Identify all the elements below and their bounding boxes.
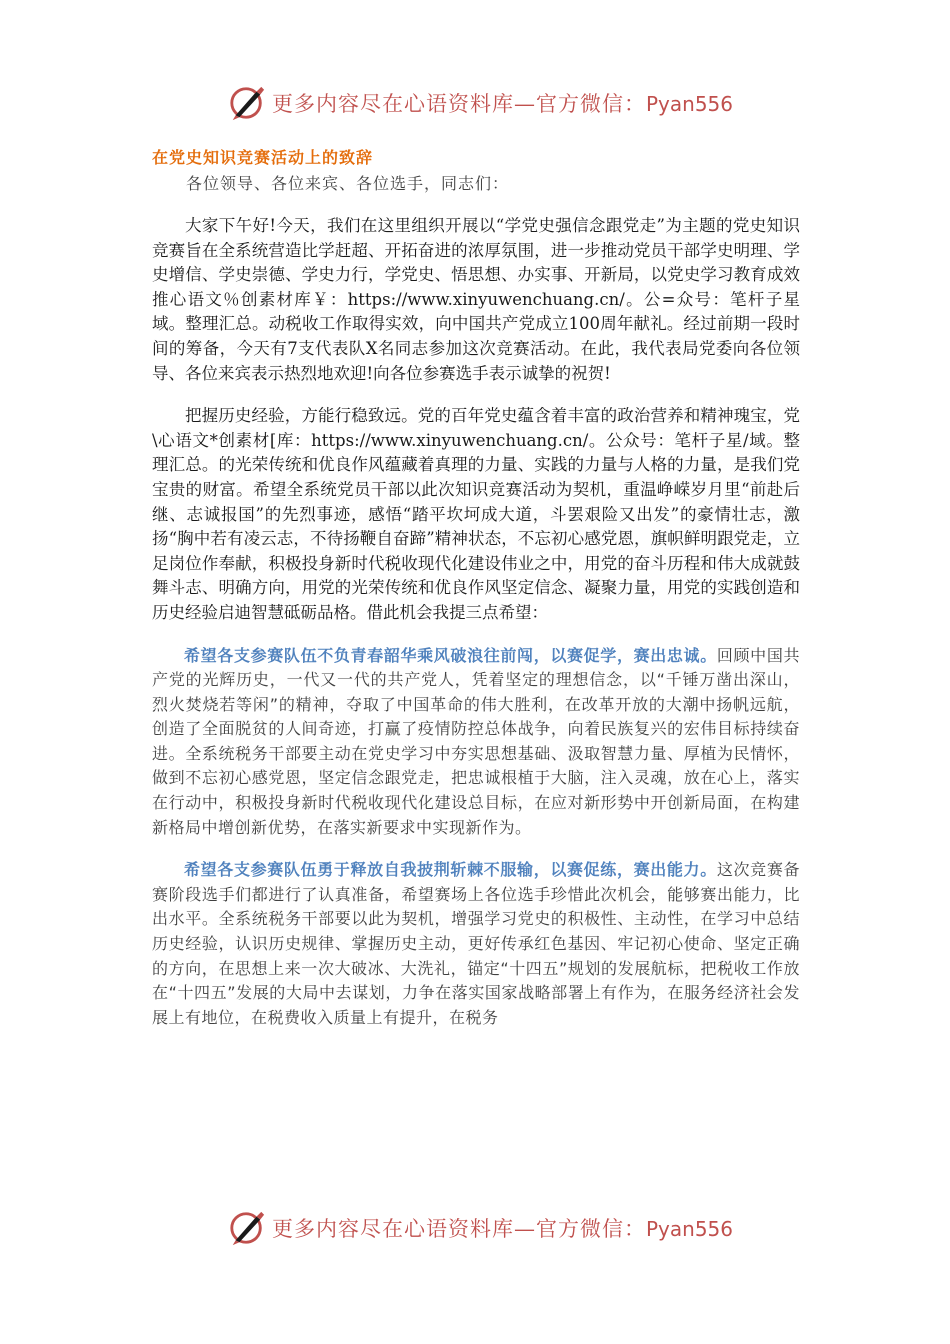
hope-1-body: 回顾中国共产党的光辉历史，一代又一代的共产党人，凭着坚定的理想信念，以“千锤万凿出深山，烈火焚烧若等闲”的精神，夺取了中国革命的伟大胜利，在改革开放的大潮中扬帆远航，创造了全面脱贫的人间奇迹，打赢了疫情防控总体战争，向着民族复兴的宏伟目标持续奋进。全系统税务干部要主动在党史学习中夯实思想基础、汲取智慧力量、厚植为民情怀，做到不忘初心感党恩，坚定信念跟党走，把忠诚根植于大脑，注入灵魂，放在心上，落实在行动中，积极投身新时代税收现代化建设总目标，在应对新形势中开创新局面，在构建新格局中增创新优势，在落实新要求中实现新作为。 xyxy=(152,645,800,837)
greeting: 各位领导、各位来宾、各位选手，同志们： xyxy=(186,174,510,193)
hope-2-body: 这次竞赛备赛阶段选手们都进行了认真准备，希望赛场上各位选手珍惜此次机会，能够赛出能力，比出水平。全系统税务干部要以此为契机，增强学习党史的积极性、主动性，在学习中总结历史经验，认识历史规律、掌握历史主动，更好传承红色基因、牢记初心使命、坚定正确的方向，在思想上来一次大破冰、大洗礼，锚定“十四五”规划的发展航标，把税收工作放在“十四五”发展的大局中去谋划，力争在落实国家战略部署上有作为，在服务经济社会发展上有地位，在税费收入质量上有提升，在税务 xyxy=(152,860,800,1027)
document-title: 在党史知识竞赛活动上的致辞 xyxy=(152,148,374,167)
wechat-id: Pyan556 xyxy=(646,92,734,116)
header-watermark-banner xyxy=(228,83,748,123)
banner-text: 更多内容尽在心语资料库—官方微信：Pyan556 xyxy=(272,1217,734,1241)
document-body xyxy=(152,146,800,1030)
pen-logo-icon xyxy=(228,1209,266,1247)
hope-paragraph-1 xyxy=(152,644,800,841)
paragraph-intro: 大家下午好!今天，我们在这里组织开展以“学党史强信念跟党走”为主题的党史知识竞赛旨在全系统营造比学赶超、开拓奋进的浓厚氛围，进一步推动党员干部学史明理、学史增信、学史崇德、学史力行，学党史、悟思想、办实事、开新局，以党史学习教育成效推心语文％创素材库￥：https://www.xinyuwenchuang.cn/。公=众号：笔杆子星域。整理汇总。动税收工作取得实效，向中国共产党成立100周年献礼。经过前期一段时间的筹备，今天有7支代表队X名同志参加这次竞赛活动。在此，我代表局党委向各位领导、各位来宾表示热烈地欢迎!向各位参赛选手表示诚挚的祝贺! xyxy=(152,216,800,383)
hope-paragraph-2 xyxy=(152,858,800,1030)
banner-text: 更多内容尽在心语资料库—官方微信：Pyan556 xyxy=(272,92,734,116)
hope-2-lead: 希望各支参赛队伍勇于释放自我披荆斩棘不服输，以赛促练，赛出能力。 xyxy=(184,860,717,880)
hope-1-lead: 希望各支参赛队伍不负青春韶华乘风破浪往前闯，以赛促学，赛出忠诚。 xyxy=(184,645,717,665)
paragraph-history: 把握历史经验，方能行稳致远。党的百年党史蕴含着丰富的政治营养和精神瑰宝，党\心语文*创素材[库：https://www.xinyuwenchuang.cn/。公众号：笔杆子星/域。整理汇总。的光荣传统和优良作风蕴藏着真理的力量、实践的力量与人格的力量，是我们党宝贵的财富。希望全系统党员干部以此次知识竞赛活动为契机，重温峥嵘岁月里“前赴后继、志诚报国”的先烈事迹，感悟“踏平坎坷成大道，斗罢艰险又出发”的豪情壮志，激扬“胸中若有凌云志，不待扬鞭自奋蹄”精神状态，不忘初心感党恩，旗帜鲜明跟党走，立足岗位作奉献，积极投身新时代税收现代化建设伟业之中，用党的奋斗历程和伟大成就鼓舞斗志、明确方向，用党的光荣传统和优良作风坚定信念、凝聚力量，用党的实践创造和历史经验启迪智慧砥砺品格。借此机会我提三点希望： xyxy=(152,406,800,622)
pen-logo-icon xyxy=(228,84,266,122)
footer-watermark-banner xyxy=(228,1208,748,1248)
wechat-id: Pyan556 xyxy=(646,1217,734,1241)
